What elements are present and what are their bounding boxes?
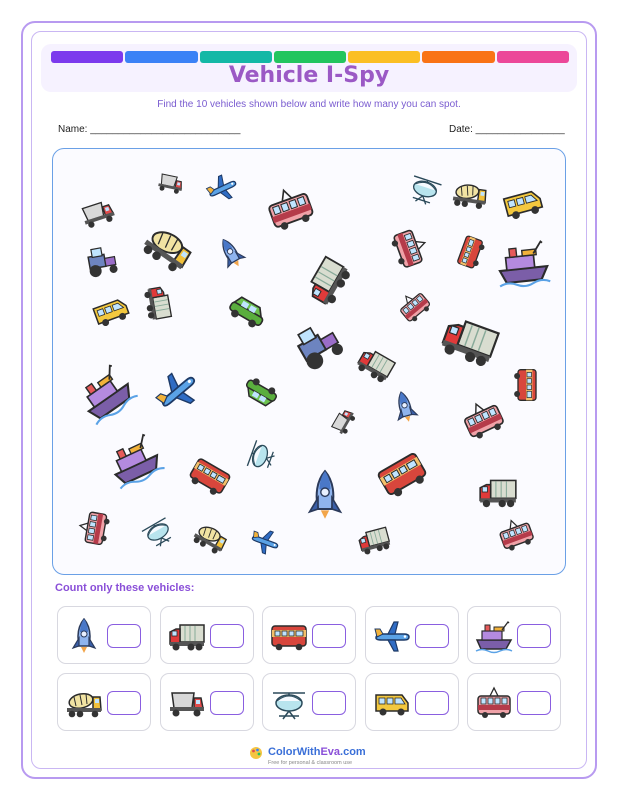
helicopter-icon bbox=[269, 683, 309, 723]
dump-truck-icon bbox=[324, 402, 362, 440]
rainbow-segment bbox=[497, 51, 569, 63]
truck-icon bbox=[138, 282, 180, 324]
tram-icon bbox=[72, 506, 116, 550]
count-card bbox=[160, 673, 254, 731]
truck-icon bbox=[477, 471, 519, 513]
van-icon bbox=[496, 176, 550, 230]
mixer-truck-icon bbox=[186, 512, 235, 561]
rainbow-segment bbox=[51, 51, 123, 63]
count-input-box[interactable] bbox=[415, 691, 449, 715]
truck-icon bbox=[167, 616, 207, 656]
rainbow-stripe bbox=[51, 51, 569, 63]
tractor-icon bbox=[78, 238, 124, 284]
tram-icon bbox=[454, 390, 512, 448]
instructions-text: Find the 10 vehicles shown below and write how many you can spot. bbox=[157, 99, 461, 110]
count-card bbox=[467, 606, 561, 664]
i-spy-search-area bbox=[52, 148, 566, 575]
helicopter-icon bbox=[135, 509, 181, 555]
date-field[interactable]: Date: ________________ bbox=[449, 124, 565, 135]
bus-icon bbox=[448, 230, 492, 274]
ship-icon bbox=[98, 424, 170, 496]
bus-icon bbox=[269, 616, 309, 656]
rocket-icon bbox=[297, 467, 353, 523]
bus-icon bbox=[181, 447, 238, 504]
dump-truck-icon bbox=[154, 166, 187, 199]
count-input-box[interactable] bbox=[312, 624, 346, 648]
van-icon bbox=[372, 683, 412, 723]
tram-icon bbox=[258, 176, 322, 240]
count-card bbox=[365, 673, 459, 731]
van-icon bbox=[85, 285, 136, 336]
ship-icon bbox=[66, 354, 144, 432]
count-card bbox=[467, 673, 561, 731]
tram-icon bbox=[492, 510, 541, 559]
helicopter-icon bbox=[238, 434, 282, 478]
rainbow-segment bbox=[348, 51, 420, 63]
rocket-icon bbox=[64, 616, 104, 656]
truck-icon bbox=[353, 519, 395, 561]
dump-truck-icon bbox=[75, 190, 120, 235]
brand-part-3: .com bbox=[340, 746, 366, 758]
mixer-truck-icon bbox=[133, 211, 205, 283]
footer-tagline: Free for personal & classroom use bbox=[268, 760, 353, 766]
rainbow-segment bbox=[200, 51, 272, 63]
count-card bbox=[57, 606, 151, 664]
car-icon bbox=[232, 368, 287, 423]
count-input-box[interactable] bbox=[107, 624, 141, 648]
truck-icon bbox=[294, 248, 360, 314]
airplane-icon bbox=[143, 357, 211, 425]
count-section-label: Count only these vehicles: bbox=[55, 582, 195, 594]
count-input-box[interactable] bbox=[210, 691, 244, 715]
ship-icon bbox=[492, 232, 554, 294]
mixer-truck-icon bbox=[449, 173, 492, 216]
helicopter-icon bbox=[402, 166, 447, 211]
count-card bbox=[160, 606, 254, 664]
brand-part-2: Eva bbox=[320, 746, 341, 758]
rainbow-segment bbox=[125, 51, 197, 63]
count-card bbox=[262, 606, 356, 664]
page-title: Vehicle I-Spy bbox=[228, 63, 390, 88]
rainbow-segment bbox=[274, 51, 346, 63]
truck-icon bbox=[350, 338, 402, 390]
tractor-icon bbox=[279, 307, 355, 383]
bus-icon bbox=[368, 440, 436, 508]
dump-truck-icon bbox=[167, 683, 207, 723]
count-card bbox=[365, 606, 459, 664]
count-input-box[interactable] bbox=[517, 624, 551, 648]
count-input-box[interactable] bbox=[312, 691, 346, 715]
mixer-truck-icon bbox=[64, 683, 104, 723]
count-input-box[interactable] bbox=[107, 691, 141, 715]
rocket-icon bbox=[206, 228, 255, 277]
airplane-icon bbox=[372, 616, 412, 656]
ship-icon bbox=[474, 616, 514, 656]
rocket-icon bbox=[383, 385, 427, 429]
count-input-box[interactable] bbox=[210, 624, 244, 648]
footer-brand[interactable] bbox=[268, 746, 366, 758]
palette-logo-icon bbox=[249, 746, 263, 760]
count-input-box[interactable] bbox=[415, 624, 449, 648]
count-card bbox=[57, 673, 151, 731]
tram-icon bbox=[383, 221, 437, 275]
car-icon bbox=[219, 279, 279, 339]
brand-part-1: ColorWith bbox=[268, 746, 321, 758]
count-card bbox=[262, 673, 356, 731]
airplane-icon bbox=[199, 165, 244, 210]
airplane-icon bbox=[244, 520, 285, 561]
bus-icon bbox=[509, 367, 545, 403]
name-field[interactable]: Name: ___________________________ bbox=[58, 124, 241, 135]
tram-icon bbox=[390, 282, 438, 330]
truck-icon bbox=[433, 303, 507, 377]
rainbow-segment bbox=[422, 51, 494, 63]
count-input-box[interactable] bbox=[517, 691, 551, 715]
tram-icon bbox=[474, 683, 514, 723]
